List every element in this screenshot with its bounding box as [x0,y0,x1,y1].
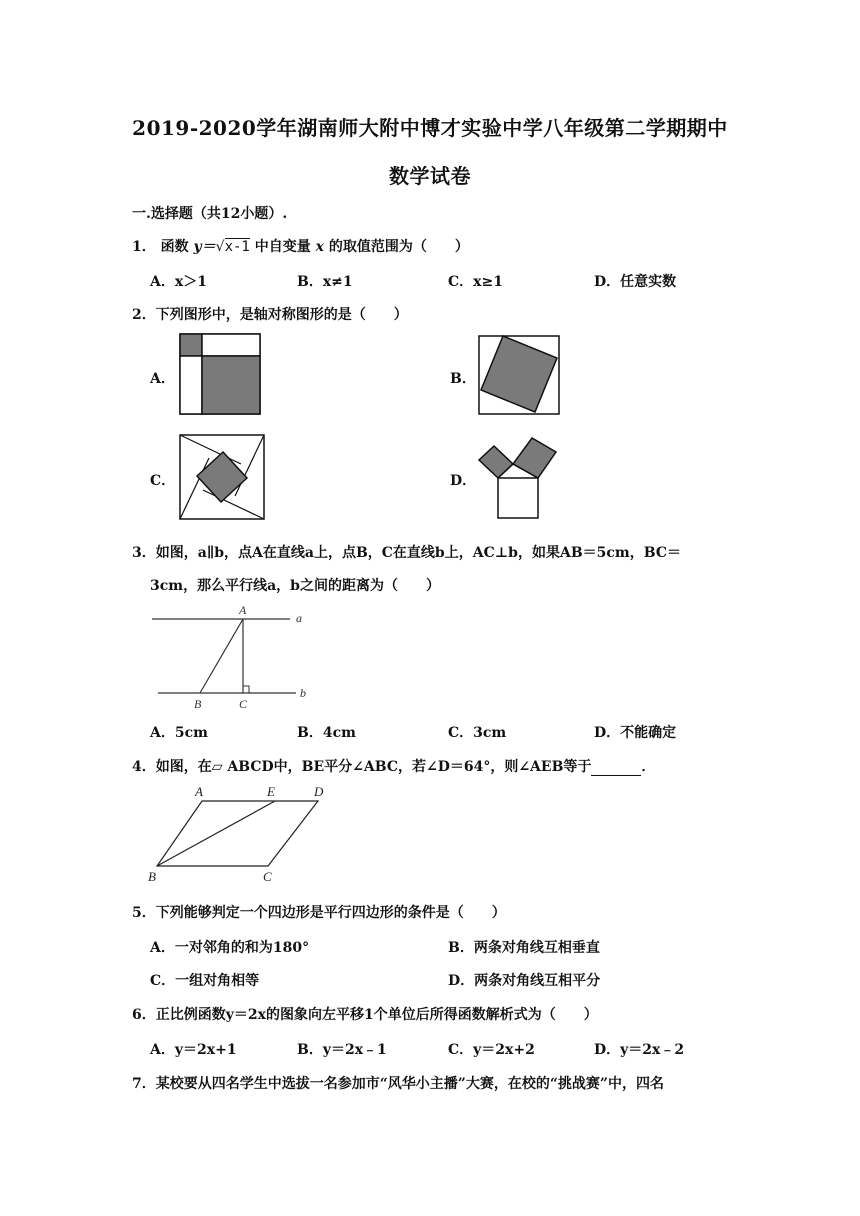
point-label-d: D [314,784,324,799]
q2-figure-d [476,430,562,522]
question-text: 如图，在▱ ABCD中，BE平分∠ABC，若∠D＝64°，则∠AEB等于 [155,759,592,775]
question-text: 某校要从四名学生中选拔一名参加市“风华小主播”大赛，在校的“挑战赛”中，四名 [155,1076,664,1092]
question-3-cont: 3cm，那么平行线a，b之间的距离为（ ） [150,578,440,594]
q2-label-a: A． [150,371,175,387]
question-7 [132,1073,664,1093]
point-label-a: A [239,603,247,617]
q6-option-a: A．y＝2x+1 [150,1042,237,1058]
variable-text: x [315,239,324,255]
question-number: 1． [132,239,156,255]
question-number: 7． [132,1076,156,1092]
question-1 [132,236,469,256]
question-text: 正比例函数y＝2x的图象向左平移1个单位后所得函数解析式为（ ） [155,1007,598,1023]
q2-label-c: C． [150,473,176,489]
q1-option-c: C．x≥1 [448,274,503,290]
question-end: ． [641,759,656,775]
question-6 [132,1004,598,1024]
q6-option-c: C．y＝2x+2 [448,1042,535,1058]
formula-text: y＝ [193,239,216,255]
q5-option-c: C．一组对角相等 [150,973,260,989]
q1-option-d: D．任意实数 [594,274,677,290]
q2-figure-a [179,333,261,415]
q6-option-d: D．y＝2x﹣2 [594,1042,685,1058]
q4-figure [145,782,345,886]
sqrt-symbol: √ [215,239,225,255]
question-5 [132,902,506,922]
question-2 [132,304,408,324]
question-number: 4． [132,759,156,775]
question-number: 6． [132,1007,156,1023]
page-subtitle: 数学试卷 [389,164,471,188]
line-label-b: b [300,686,306,700]
line-label-a: a [296,611,302,625]
point-label-a: A [195,784,203,799]
point-label-c: C [239,697,248,711]
answer-blank[interactable] [591,761,641,776]
question-text: 函数 [160,239,189,255]
question-text: 下列图形中，是轴对称图形的是（ ） [155,307,408,323]
q3-option-d: D．不能确定 [594,725,677,741]
q5-option-a: A．一对邻角的和为180° [150,940,310,956]
question-number: 5． [132,905,156,921]
point-label-b: B [148,869,156,884]
point-label-c: C [263,869,272,884]
q2-label-d: D． [450,473,477,489]
question-text: 下列能够判定一个四边形是平行四边形的条件是（ ） [155,905,506,921]
q3-option-a: A．5cm [150,725,208,741]
q6-option-b: B．y＝2x﹣1 [297,1042,387,1058]
question-3 [132,542,681,562]
q3-option-b: B．4cm [297,725,356,741]
point-label-b: B [194,697,202,711]
q5-option-d: D．两条对角线互相平分 [448,973,601,989]
q1-option-a: A．x＞1 [150,274,207,290]
question-text: 中自变量 [254,239,311,255]
q2-figure-c [179,434,265,520]
question-text: 如图，a∥b，点A在直线a上，点B，C在直线b上，AC⊥b，如果AB＝5cm，BC＝ [155,545,681,561]
question-number: 3． [132,545,156,561]
q2-figure-b [478,335,560,415]
section-heading: 一.选择题（共12小题）. [132,206,288,222]
q1-option-b: B．x≠1 [297,274,353,290]
q5-option-b: B．两条对角线互相垂直 [448,940,600,956]
point-label-e: E [267,784,275,799]
q3-option-c: C．3cm [448,725,507,741]
q2-label-b: B． [450,371,476,387]
question-text: 的取值范围为（ ） [328,239,469,255]
radicand: x-1 [224,239,250,255]
q3-figure [150,600,320,712]
question-number: 2． [132,307,156,323]
question-4 [132,756,655,776]
page-title: 2019-2020学年湖南师大附中博才实验中学八年级第二学期期中 [132,116,728,140]
